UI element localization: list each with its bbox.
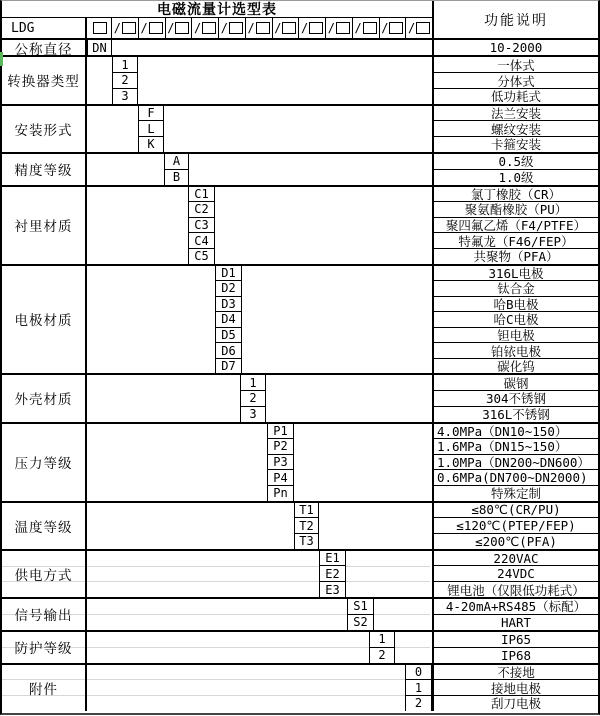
category-label: 供电方式 [2, 551, 87, 597]
code-cell: S1 [348, 599, 373, 615]
category-block [2, 55, 598, 103]
function-desc-cell: 聚氨酯橡胶（PU） [434, 202, 598, 218]
category-label: 公称直径 [2, 40, 87, 55]
code-cell: B [172, 170, 181, 185]
function-desc-cell: 不接地 [434, 665, 598, 681]
category-block [2, 104, 598, 152]
empty-cell [87, 503, 294, 549]
function-desc-cell: 10-2000 [489, 40, 543, 56]
selector-box-cell: / [380, 18, 407, 38]
code-cell: C1 [189, 187, 214, 203]
function-desc-cell: 刮刀电极 [490, 696, 541, 711]
function-desc-cell: 一体式 [434, 57, 598, 73]
function-desc-cell: 316L不锈钢 [482, 407, 550, 422]
empty-cell [189, 154, 432, 185]
code-cell: D5 [216, 328, 241, 344]
category-label: 外壳材质 [2, 375, 87, 421]
code-area [87, 40, 432, 55]
category-block [2, 152, 598, 185]
code-cell: 0 [406, 665, 431, 681]
selector-box-cell: / [139, 18, 166, 38]
code-cell: 2 [378, 648, 386, 663]
code-column [267, 424, 294, 501]
code-cell: C4 [189, 233, 214, 249]
code-cell: 1 [406, 680, 431, 696]
code-cell: D4 [216, 312, 241, 328]
function-desc-cell: 铂铱电极 [434, 343, 598, 359]
code-cell: K [147, 137, 155, 152]
function-column [432, 266, 598, 374]
function-desc-cell: HART [500, 614, 532, 630]
code-cell: P2 [268, 439, 293, 455]
empty-box-icon [122, 22, 136, 34]
function-desc-cell: 0.6MPa(DN700~DN2000) [434, 470, 598, 486]
function-desc-cell: 220VAC [434, 551, 598, 567]
empty-box-icon [309, 22, 323, 34]
code-area [87, 503, 432, 549]
code-column [319, 551, 346, 597]
function-desc-cell: 钽电极 [434, 328, 598, 344]
empty-cell [87, 106, 138, 152]
empty-box-icon [93, 22, 107, 34]
code-area [87, 154, 432, 185]
function-desc-cell: ≤200℃(PFA) [475, 534, 557, 549]
category-label: 防护等级 [2, 632, 87, 663]
empty-box-icon [256, 22, 270, 34]
function-desc-cell: 316L电极 [434, 266, 598, 282]
code-cell: P1 [268, 424, 293, 440]
code-cell: 1 [241, 375, 265, 391]
function-desc-cell: IP68 [500, 647, 532, 663]
code-area [87, 106, 432, 152]
category-label: 转换器类型 [2, 57, 87, 103]
empty-box-icon [229, 22, 243, 34]
empty-cell [87, 375, 240, 421]
function-desc-cell: 锂电池（仅限低功耗式） [447, 582, 585, 597]
function-column [432, 632, 598, 663]
empty-cell [87, 551, 319, 597]
code-column [188, 187, 215, 264]
code-area [87, 375, 432, 421]
code-column [405, 665, 432, 711]
category-block [2, 264, 598, 374]
selector-box-cell: / [246, 18, 273, 38]
function-column [432, 375, 598, 421]
function-desc-cell: 特殊定制 [490, 486, 541, 501]
empty-cell [215, 187, 432, 264]
empty-box-icon [363, 22, 377, 34]
code-cell: T2 [295, 518, 318, 534]
code-cell: T3 [299, 534, 314, 549]
function-column [432, 599, 598, 630]
empty-cell [87, 266, 215, 374]
code-cell: 2 [241, 391, 265, 407]
empty-cell [346, 551, 432, 597]
function-column [432, 154, 598, 185]
code-cell: E1 [320, 551, 345, 567]
code-column [369, 632, 395, 663]
empty-cell [242, 266, 432, 374]
empty-box-icon [175, 22, 189, 34]
code-cell: D1 [216, 266, 241, 282]
code-cell: D7 [221, 359, 236, 374]
function-desc-cell: ≤80℃(CR/PU) [434, 503, 598, 519]
code-column [215, 266, 242, 374]
code-area [87, 551, 432, 597]
function-desc-cell: 哈C电极 [434, 312, 598, 328]
function-desc-cell: ≤120℃(PTEP/FEP) [434, 518, 598, 534]
empty-cell [87, 187, 188, 264]
code-cell: Pn [273, 486, 288, 501]
function-desc-cell: 共聚物（PFA） [473, 249, 559, 264]
code-column [138, 106, 164, 152]
category-blocks [2, 38, 598, 711]
code-cell: P3 [268, 455, 293, 471]
selector-box-cell: / [112, 18, 139, 38]
selector-box-cell: / [192, 18, 219, 38]
code-column [112, 57, 138, 103]
title-row [2, 1, 432, 18]
function-desc-cell: 钛合金 [434, 281, 598, 297]
selector-box-cell: / [299, 18, 326, 38]
category-label: 附件 [2, 665, 87, 711]
empty-box-icon [202, 22, 216, 34]
code-cell: C5 [194, 249, 209, 264]
empty-cell [266, 375, 432, 421]
code-cell: D3 [216, 297, 241, 313]
code-cell: 1 [370, 632, 394, 648]
page-title: 电磁流量计选型表 [157, 2, 277, 18]
code-cell: 3 [121, 89, 129, 104]
category-block [2, 501, 598, 549]
code-area [87, 665, 432, 711]
selector-box-cell: / [273, 18, 300, 38]
category-block [2, 663, 598, 711]
model-code-row [2, 18, 432, 38]
function-desc-cell: 4-20mA+RS485（标配） [434, 599, 598, 615]
code-cell: 1 [113, 57, 137, 73]
category-label: 安装形式 [2, 106, 87, 152]
code-cell: S2 [353, 615, 368, 630]
function-desc-cell: 1.0级 [498, 170, 534, 185]
code-area [87, 266, 432, 374]
code-cell: A [165, 154, 188, 170]
model-prefix-label: LDG [2, 18, 87, 38]
category-label: 压力等级 [2, 424, 87, 501]
category-block [2, 185, 598, 264]
empty-cell [294, 424, 432, 501]
category-block [2, 597, 598, 630]
function-column [432, 187, 598, 264]
code-area [87, 424, 432, 501]
table-header [2, 1, 598, 38]
function-desc-cell: IP65 [434, 632, 598, 648]
function-column [432, 424, 598, 501]
category-block [2, 630, 598, 663]
code-column [294, 503, 319, 549]
empty-box-icon [149, 22, 163, 34]
selector-box-cell: / [219, 18, 246, 38]
code-cell: C2 [189, 202, 214, 218]
code-cell: D6 [216, 343, 241, 359]
selector-box-cell: / [406, 18, 432, 38]
empty-cell [87, 665, 405, 711]
empty-cell [138, 57, 432, 103]
function-desc-cell: 哈B电极 [434, 297, 598, 313]
code-column [164, 154, 189, 185]
function-desc-cell: 特氟龙（F46/FEP） [434, 233, 598, 249]
empty-cell [164, 106, 432, 152]
code-cell: P4 [268, 470, 293, 486]
function-desc-cell: 24VDC [434, 566, 598, 582]
code-cell: 2 [113, 73, 137, 89]
empty-cell [395, 632, 432, 663]
function-column [432, 503, 598, 549]
category-block [2, 549, 598, 597]
code-cell: 2 [414, 696, 423, 711]
code-area [87, 57, 432, 103]
function-desc-cell: 碳钢 [434, 375, 598, 391]
empty-box-icon [282, 22, 296, 34]
category-label: 信号输出 [2, 599, 87, 630]
category-label: 电极材质 [2, 266, 87, 374]
function-desc-cell: 0.5级 [434, 154, 598, 170]
code-cell: E3 [325, 582, 340, 597]
scan-artifact [0, 52, 3, 66]
empty-cell [87, 57, 112, 103]
function-column [432, 665, 598, 711]
model-code-boxes [87, 18, 432, 38]
selector-box-cell: / [166, 18, 193, 38]
empty-cell [87, 599, 347, 630]
function-column [432, 57, 598, 103]
code-area [87, 599, 432, 630]
code-cell: 3 [249, 407, 257, 422]
code-area [87, 632, 432, 663]
function-desc-cell: 聚四氟乙烯（F4/PTFE） [434, 218, 598, 234]
selector-box-cell: / [353, 18, 380, 38]
empty-cell [112, 40, 432, 55]
code-column [87, 40, 112, 55]
function-desc-cell: 螺纹安装 [434, 121, 598, 137]
category-label: 温度等级 [2, 503, 87, 549]
code-cell: C3 [189, 218, 214, 234]
function-desc-cell: 碳化钨 [497, 359, 535, 374]
function-desc-cell: 低功耗式 [490, 89, 541, 104]
function-desc-cell: 1.0MPa（DN200~DN600） [434, 455, 598, 471]
code-cell: DN [92, 40, 107, 55]
empty-box-icon [416, 22, 430, 34]
empty-cell [87, 424, 267, 501]
code-cell: T1 [295, 503, 318, 519]
function-column [432, 551, 598, 597]
category-block [2, 373, 598, 421]
empty-cell [87, 632, 369, 663]
empty-cell [319, 503, 432, 549]
function-desc-cell: 4.0MPa（DN10~150） [434, 424, 598, 440]
code-cell: D2 [216, 281, 241, 297]
function-desc-cell: 分体式 [434, 73, 598, 89]
selector-box-cell: / [326, 18, 353, 38]
empty-cell [374, 599, 432, 630]
function-desc-cell: 接地电极 [434, 680, 598, 696]
empty-box-icon [336, 22, 350, 34]
code-cell: E2 [320, 566, 345, 582]
function-desc-cell: 法兰安装 [434, 106, 598, 122]
empty-box-icon [389, 22, 403, 34]
code-area [87, 187, 432, 264]
code-cell: L [139, 121, 163, 137]
function-desc-cell: 氯丁橡胶（CR） [434, 187, 598, 203]
function-column [432, 106, 598, 152]
function-desc-cell: 304不锈钢 [434, 391, 598, 407]
empty-cell [87, 154, 164, 185]
category-label: 衬里材质 [2, 187, 87, 264]
function-column-header: 功能说明 [432, 1, 598, 38]
category-block [2, 38, 598, 58]
function-desc-cell: 卡箍安装 [490, 137, 541, 152]
category-label: 精度等级 [2, 154, 87, 185]
function-column [432, 40, 598, 55]
code-column [240, 375, 266, 421]
code-cell: F [139, 106, 163, 122]
category-block [2, 422, 598, 501]
selector-box-cell [87, 18, 112, 38]
function-desc-cell: 1.6MPa（DN15~150） [434, 439, 598, 455]
code-column [347, 599, 374, 630]
